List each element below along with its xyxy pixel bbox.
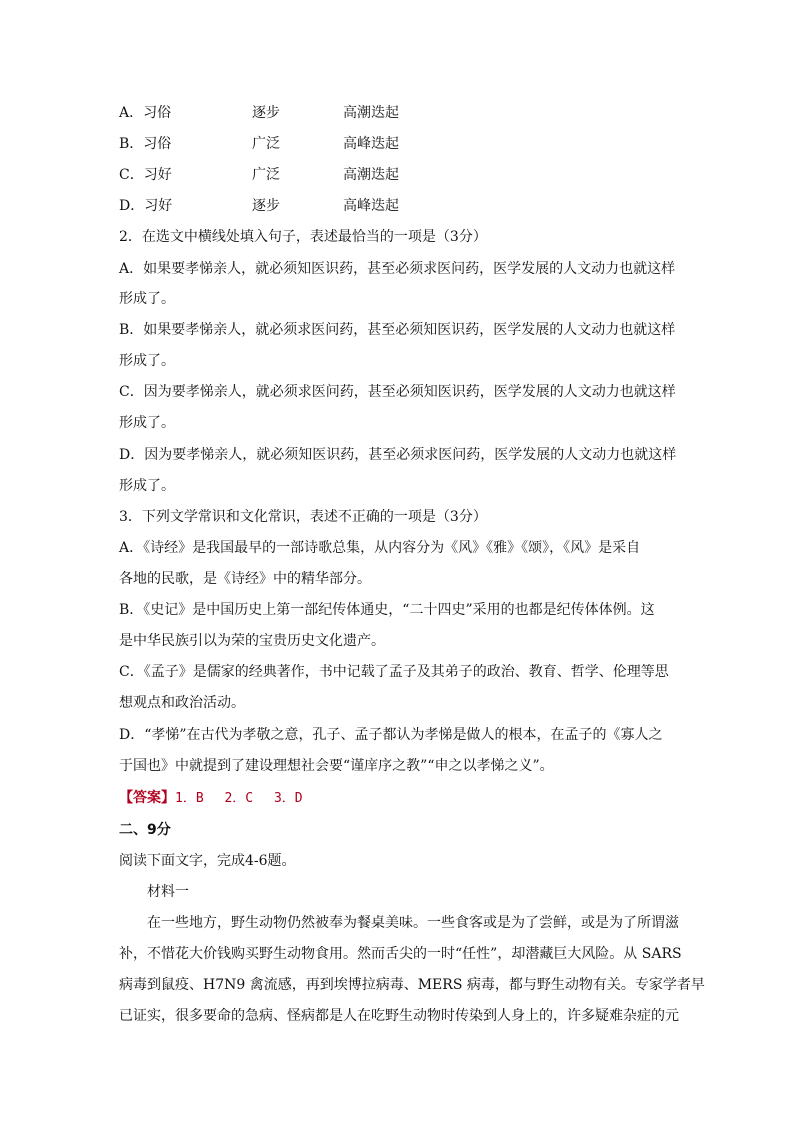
material-paragraph-line1: 在一些地方，野生动物仍然被奉为餐桌美味。一些食客或是为了尝鲜，或是为了所谓滋 — [147, 915, 679, 931]
q3-option-c-line2: 想观点和政治活动。 — [119, 695, 245, 711]
option-letter-word: C．习好 — [119, 167, 172, 183]
q3-option-d-line2: 于国也》中就提到了建设理想社会要“谨庠序之教”“申之以孝悌之义”。 — [119, 758, 554, 774]
q2-option-c-line1: C．因为要孝悌亲人，就必须求医问药，甚至必须知医识药，医学发展的人文动力也就这样 — [119, 384, 676, 400]
option-word-3: 高峰迭起 — [343, 136, 399, 152]
material-paragraph-line3: 病毒到鼠疫、H7N9 禽流感，再到埃博拉病毒、MERS 病毒，都与野生动物有关。专家学者早 — [119, 977, 705, 993]
option-word-3: 高潮迭起 — [343, 167, 399, 183]
q2-option-a-line1: A．如果要孝悌亲人，就必须知医识药，甚至必须求医问药，医学发展的人文动力也就这样 — [119, 261, 676, 277]
section-heading: 二、9分 — [119, 822, 171, 838]
material-paragraph-line4: 已证实，很多要命的急病、怪病都是人在吃野生动物时传染到人身上的，许多疑难杂症的元 — [119, 1008, 679, 1024]
q3-option-b-line2: 是中华民族引以为荣的宝贵历史文化遗产。 — [119, 633, 385, 649]
q2-option-b-line1: B．如果要孝悌亲人，就必须求医问药，甚至必须知医识药，医学发展的人文动力也就这样 — [119, 322, 676, 338]
material-title: 材料一 — [147, 884, 189, 900]
option-word-2: 广泛 — [252, 167, 280, 183]
option-word-2: 逐步 — [252, 105, 280, 121]
q3-option-a-line1: A．《诗经》是我国最早的一部诗歌总集，从内容分为《风》《雅》《颂》，《风》是采自 — [119, 540, 641, 556]
option-word-3: 高潮迭起 — [343, 105, 399, 121]
section-instruction: 阅读下面文字，完成4-6题。 — [119, 853, 296, 869]
option-letter-word: A．习俗 — [119, 105, 172, 121]
answer-label: 【答案】 — [119, 790, 175, 806]
option-letter-word: B．习俗 — [119, 136, 172, 152]
q3-option-d-line1: D．“孝悌”在古代为孝敬之意，孔子、孟子都认为孝悌是做人的根本，在孟子的《寡人之 — [119, 727, 663, 743]
option-word-2: 逐步 — [252, 198, 280, 214]
q3-option-c-line1: C．《孟子》是儒家的经典著作，书中记载了孟子及其弟子的政治、教育、哲学、伦理等思 — [119, 664, 669, 680]
question-2-stem: 2．在选文中横线处填入句子，表述最恰当的一项是（3分） — [119, 229, 487, 245]
q3-option-b-line1: B．《史记》是中国历史上第一部纪传体通史，“二十四史”采用的也都是纪传体体例。这 — [119, 602, 655, 618]
option-word-3: 高峰迭起 — [343, 198, 399, 214]
q3-option-a-line2: 各地的民歌，是《诗经》中的精华部分。 — [119, 571, 371, 587]
q2-option-b-line2: 形成了。 — [119, 353, 175, 369]
q2-option-d-line2: 形成了。 — [119, 478, 175, 494]
material-paragraph-line2: 补，不惜花大价钱购买野生动物食用。然而舌尖的一时“任性”，却潜藏巨大风险。从 SARS — [119, 946, 682, 962]
q2-option-a-line2: 形成了。 — [119, 291, 175, 307]
option-letter-word: D．习好 — [119, 198, 173, 214]
question-3-stem: 3．下列文学常识和文化常识，表述不正确的一项是（3分） — [119, 509, 487, 525]
answer-line — [119, 788, 303, 809]
q2-option-d-line1: D．因为要孝悌亲人，就必须知医识药，甚至必须求医问药，医学发展的人文动力也就这样 — [119, 447, 677, 463]
option-word-2: 广泛 — [252, 136, 280, 152]
q2-option-c-line2: 形成了。 — [119, 415, 175, 431]
answer-values: 1．B 2．C 3．D — [175, 791, 303, 806]
